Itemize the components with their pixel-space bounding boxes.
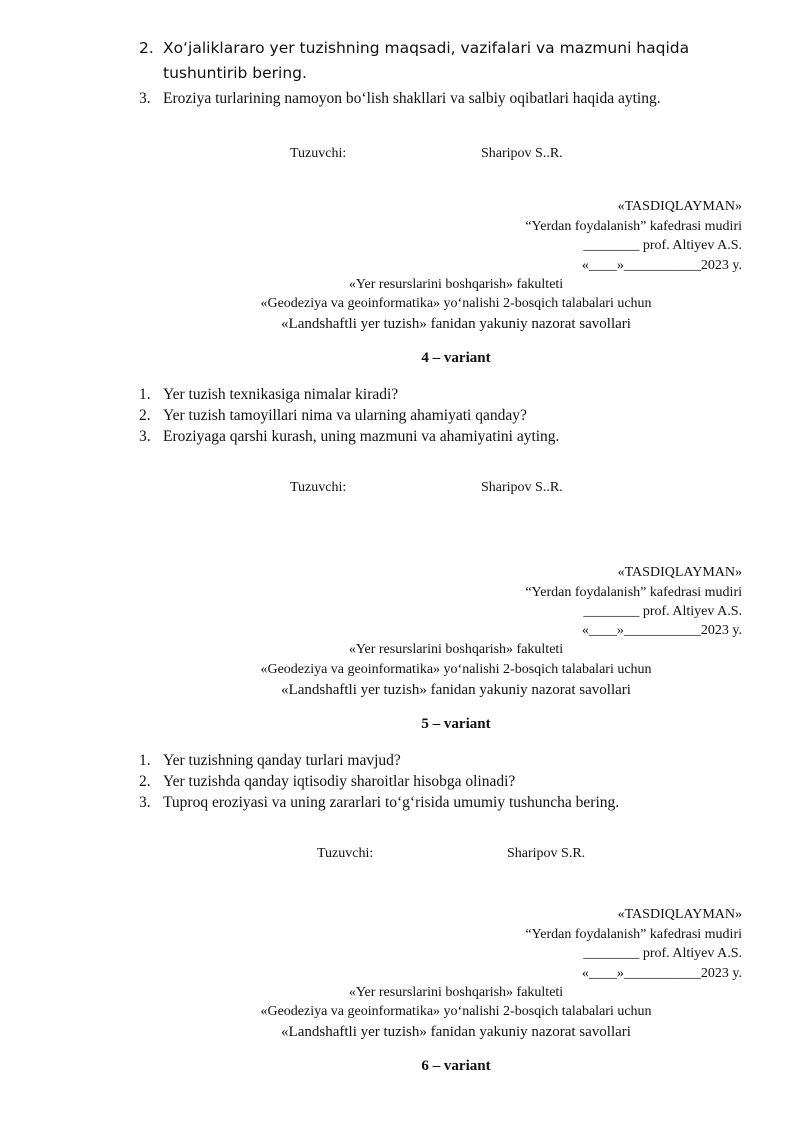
author-name: Sharipov S.R.	[507, 846, 586, 861]
question-item	[139, 772, 515, 792]
question-number: 2.	[139, 407, 151, 424]
approval-title: «TASDIQLAYMAN»	[617, 907, 742, 922]
question-item	[139, 751, 401, 771]
author-label: Tuzuvchi:	[290, 146, 347, 161]
question-item	[139, 427, 559, 447]
direction-line: «Geodeziya va geoinformatika» yo‘nalishi 2-bosqich talabalari uchun	[260, 1004, 652, 1019]
faculty-line: «Yer resurslarini boshqarish» fakulteti	[348, 642, 564, 657]
faculty-line: «Yer resurslarini boshqarish» fakulteti	[348, 277, 564, 292]
approval-date: «____»___________2023 y.	[581, 966, 742, 981]
approval-date: «____»___________2023 y.	[581, 258, 742, 273]
question-text: Eroziya turlarining namoyon bo‘lish shakllari va salbiy oqibatlari haqida ayting.	[163, 90, 661, 107]
question-text-line1: Xo‘jaliklararo yer tuzishning maqsadi, vazifalari va mazmuni haqida	[163, 39, 690, 57]
variant-title: 5 – variant	[421, 716, 491, 732]
question-text: Eroziyaga qarshi kurash, uning mazmuni va ahamiyatini ayting.	[163, 428, 560, 445]
question-text: Yer tuzishning qanday turlari mavjud?	[163, 752, 401, 769]
question-text: Tuproq eroziyasi va uning zararlari to‘g‘risida umumiy tushuncha bering.	[163, 794, 620, 811]
question-item	[139, 385, 398, 405]
subject-line: «Landshaftli yer tuzish» fanidan yakuniy nazorat savollari	[281, 1024, 631, 1040]
author-name: Sharipov S..R.	[481, 480, 563, 495]
author-label: Tuzuvchi:	[290, 480, 347, 495]
variant-title: 4 – variant	[421, 350, 491, 366]
author-name: Sharipov S..R.	[481, 146, 563, 161]
approval-signer: ________ prof. Altiyev A.S.	[583, 604, 742, 619]
question-text-line2: tushuntirib bering.	[163, 64, 307, 82]
question-text: Yer tuzish texnikasiga nimalar kiradi?	[163, 386, 399, 403]
faculty-line: «Yer resurslarini boshqarish» fakulteti	[348, 985, 564, 1000]
direction-line: «Geodeziya va geoinformatika» yo‘nalishi 2-bosqich talabalari uchun	[260, 662, 652, 677]
approval-title: «TASDIQLAYMAN»	[617, 565, 742, 580]
question-number: 2.	[139, 39, 154, 57]
variant-title: 6 – variant	[421, 1058, 491, 1074]
approval-signer: ________ prof. Altiyev A.S.	[583, 238, 742, 253]
approval-date: «____»___________2023 y.	[581, 623, 742, 638]
approval-dept: “Yerdan foydalanish” kafedrasi mudiri	[525, 585, 742, 600]
question-number: 2.	[139, 773, 151, 790]
approval-title: «TASDIQLAYMAN»	[617, 199, 742, 214]
question-number: 3.	[139, 794, 151, 811]
approval-signer: ________ prof. Altiyev A.S.	[583, 946, 742, 961]
question-item	[139, 793, 619, 813]
question-number: 3.	[139, 90, 151, 107]
direction-line: «Geodeziya va geoinformatika» yo‘nalishi 2-bosqich talabalari uchun	[260, 296, 652, 311]
question-number: 3.	[139, 428, 151, 445]
question-item	[139, 406, 527, 426]
subject-line: «Landshaftli yer tuzish» fanidan yakuniy nazorat savollari	[281, 316, 631, 332]
question-2-top	[139, 36, 759, 86]
question-3-top	[139, 89, 661, 109]
approval-dept: “Yerdan foydalanish” kafedrasi mudiri	[525, 219, 742, 234]
approval-dept: “Yerdan foydalanish” kafedrasi mudiri	[525, 927, 742, 942]
question-number: 1.	[139, 386, 151, 403]
question-text: Yer tuzishda qanday iqtisodiy sharoitlar hisobga olinadi?	[163, 773, 516, 790]
subject-line: «Landshaftli yer tuzish» fanidan yakuniy nazorat savollari	[281, 682, 631, 698]
question-text: Yer tuzish tamoyillari nima va ularning ahamiyati qanday?	[163, 407, 527, 424]
author-label: Tuzuvchi:	[317, 846, 374, 861]
question-number: 1.	[139, 752, 151, 769]
